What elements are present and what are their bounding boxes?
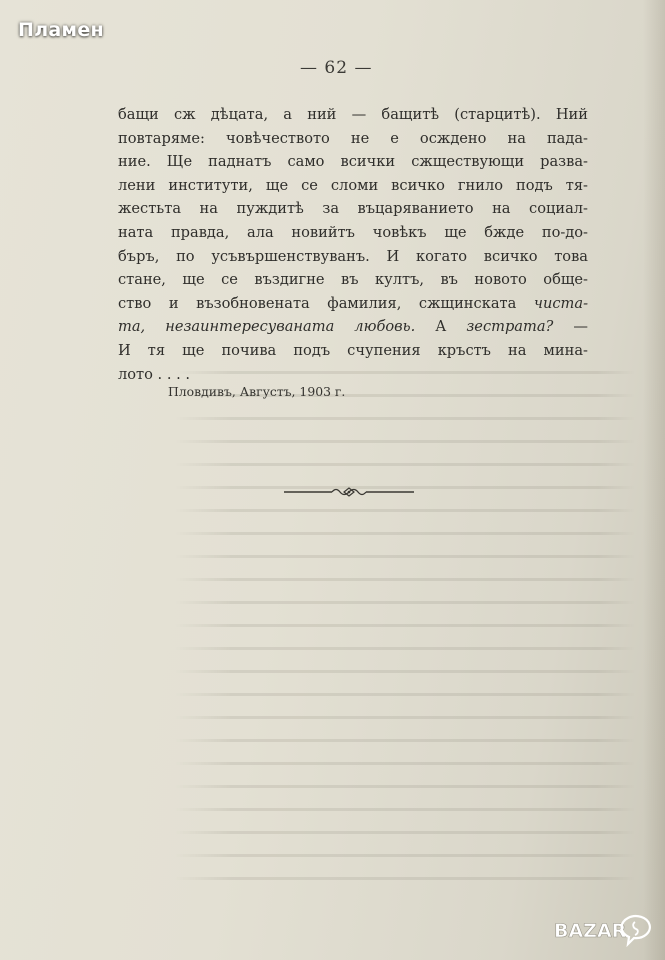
text-run: повтаряме: човѣчеството не е осждено на пада- — [118, 129, 588, 147]
text-line — [118, 339, 588, 363]
page-number: — 62 — — [300, 58, 373, 78]
bazar-logo-icon — [552, 910, 657, 950]
text-line — [118, 103, 588, 127]
italic-text-run: чиста- — [533, 294, 588, 312]
text-line — [118, 150, 588, 174]
italic-text-run: та, незаинтересуваната любовь. — [118, 318, 416, 336]
text-run: бъръ, по усъвършенствуванъ. И когато всичко това — [118, 247, 588, 265]
text-line — [118, 292, 588, 316]
text-run: лото . . . . — [118, 365, 191, 383]
text-run: И тя ще почива подъ счупения кръстъ на мина- — [118, 341, 588, 359]
body-text — [118, 103, 588, 386]
text-run: бащи сж дѣцата, а ний — бащитѣ (старцитѣ). Ний — [118, 106, 588, 123]
text-run: ната правда, ала новийтъ човѣкъ ще бжде по-до- — [118, 223, 588, 241]
text-run: ство и възобновената фамилия, сжщинската — [118, 294, 534, 312]
bleed-through-text — [175, 360, 635, 880]
text-line — [118, 268, 588, 292]
text-run: — — [553, 318, 588, 336]
text-run: лени институти, ще се сломи всичко гнило подъ тя- — [118, 176, 588, 194]
text-line — [118, 197, 588, 221]
ornament-divider-icon — [284, 484, 414, 500]
page-edge-shadow — [643, 0, 665, 960]
text-run: стане, ще се въздигне въ култъ, въ новото обще- — [118, 271, 588, 289]
text-run: ние. Ще паднатъ само всички сжществующи разва- — [118, 153, 588, 171]
text-line — [118, 315, 588, 339]
text-line — [118, 245, 588, 269]
signature-line: Пловдивъ, Августъ, 1903 г. — [168, 384, 346, 399]
text-run: А — [415, 318, 467, 336]
text-line — [118, 127, 588, 151]
text-line — [118, 174, 588, 198]
italic-text-run: зестрата? — [466, 318, 554, 336]
text-run: жестьта на пуждитѣ за въцаряванието на социал- — [118, 200, 588, 218]
text-line — [118, 363, 588, 387]
watermark-brand: Пламен — [18, 19, 104, 41]
text-line — [118, 221, 588, 245]
bazar-logo-text: BAZAR — [554, 920, 627, 942]
